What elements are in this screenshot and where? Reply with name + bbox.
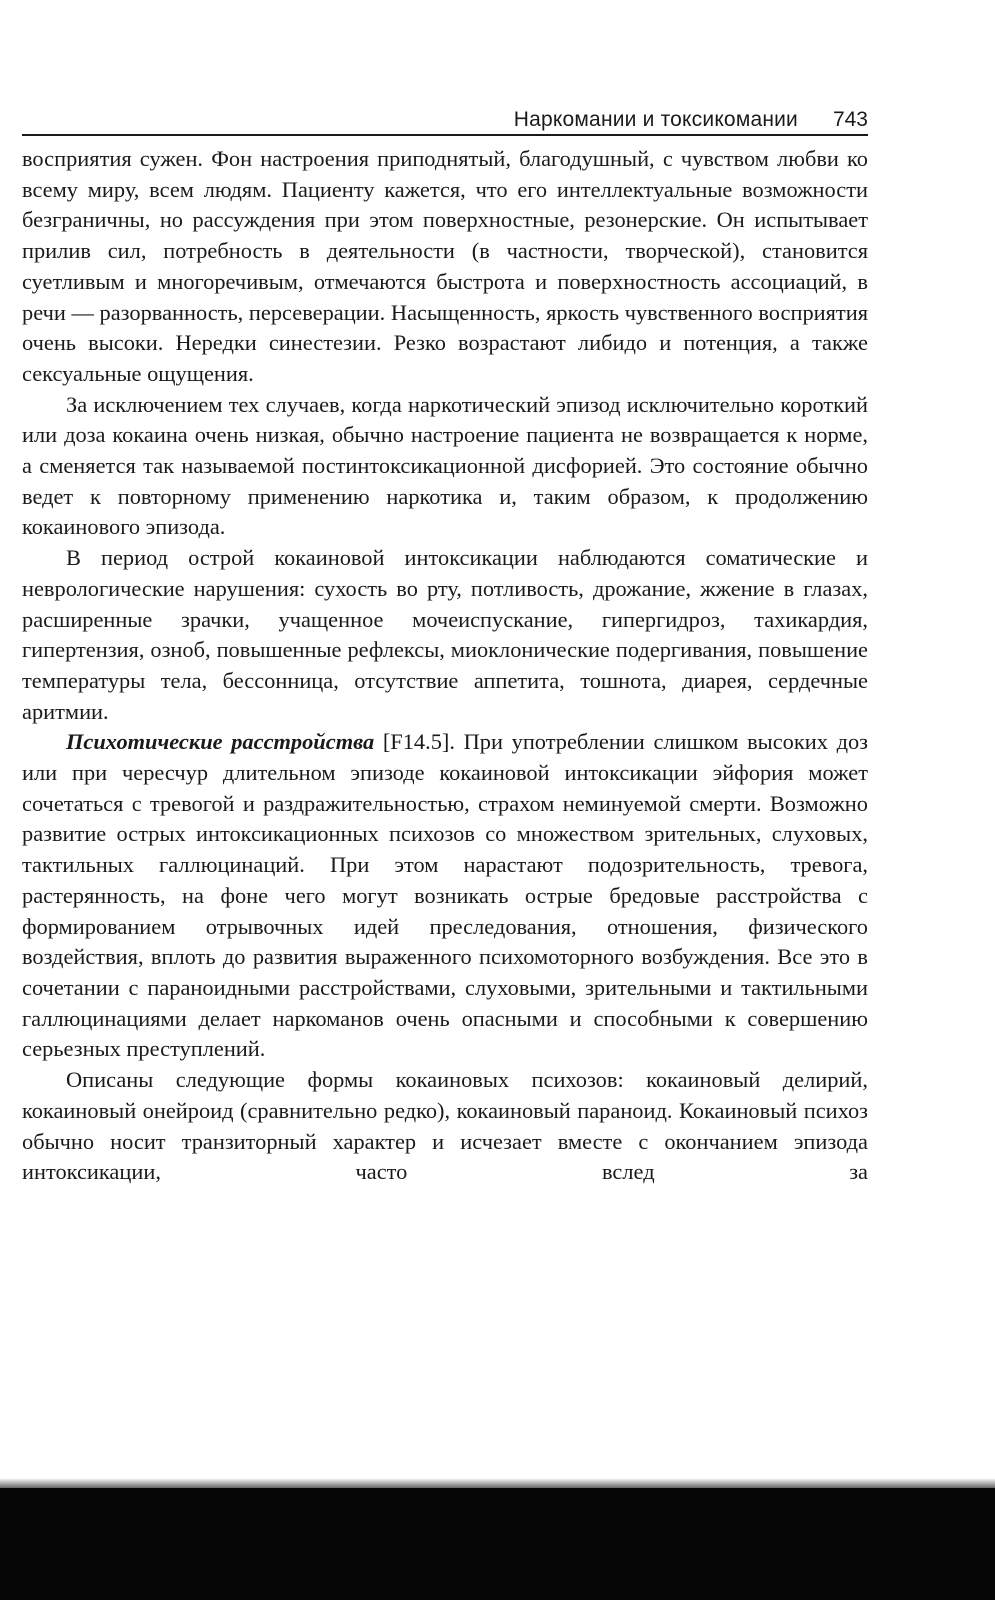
paragraph-continuation: [22, 144, 868, 390]
paragraph-text: восприятия сужен. Фон настроения приподнятый, благодушный, с чувством любви ко всему миру, всем людям. Пациенту кажется, что его интеллектуальные возможности безграничны, но рассуждения при этом поверхностные, резонерские. Он испытывает прилив сил, потребность в деятельности (в частности, творческой), становится суетливым и многоречивым, отмечаются быстрота и поверхностность ассоциаций, в речи — разорванность, персеверации. Насыщенность, яркость чувственного восприятия очень высоки. Нередки синестезии. Резко возрастают либидо и потенция, а также сексуальные ощущения.: [22, 146, 868, 386]
running-header: [22, 100, 868, 136]
paragraph: [22, 390, 868, 544]
book-page: [22, 100, 868, 1188]
paragraph-text: В период острой кокаиновой интоксикации наблюдаются соматические и неврологические нарушения: сухость во рту, потливость, дрожание, жжение в глазах, расширенные зрачки, учащенное мочеиспускание, гипергидроз, тахикардия, гипертензия, озноб, повышенные рефлексы, миоклонические подергивания, повышение температуры тела, бессонница, отсутствие аппетита, тошнота, диарея, сердечные аритмии.: [22, 545, 868, 724]
paragraph-psychotic-disorders: [22, 727, 868, 1065]
body-text: [22, 144, 868, 1188]
chapter-title: Наркомании и токсикомании: [513, 108, 798, 131]
page-number: 743: [832, 108, 868, 131]
paragraph-text: Описаны следующие формы кокаиновых психозов: кокаиновый делирий, кокаиновый онейроид (сравнительно редко), кокаиновый параноид. Кокаиновый психоз обычно носит транзиторный характер и исчезает вместе с окончанием эпизода интоксикации, часто вслед за: [22, 1067, 868, 1185]
paragraph: [22, 543, 868, 727]
paragraph: [22, 1065, 868, 1188]
paragraph-text: [F14.5]. При употреблении слишком высоких доз или при чересчур длительном эпизоде кокаиновой интоксикации эйфория может сочетаться с тревогой и раздражительностью, страхом неминуемой смерти. Возможно развитие острых интоксикационных психозов со множеством зрительных, слуховых, тактильных галлюцинаций. При этом нарастают подозрительность, тревога, растерянность, на фоне чего могут возникать острые бредовые расстройства с формированием отрывочных идей преследования, отношения, физического воздействия, вплоть до развития выраженного психомоторного возбуждения. Все это в сочетании с параноидными расстройствами, слуховыми, зрительными и тактильными галлюцинациями делает наркоманов очень опасными и способными к совершению серьезных преступлений.: [22, 729, 869, 1062]
scan-edge-shadow: [0, 1488, 995, 1600]
page-curl-shadow: [0, 1478, 995, 1492]
paragraph-text: За исключением тех случаев, когда наркотический эпизод исключительно короткий или доза кокаина очень низкая, обычно настроение пациента не возвращается к норме, а сменяется так называемой постинтоксикационной дисфорией. Это состояние обычно ведет к повторному применению наркотика и, таким образом, к продолжению кокаинового эпизода.: [22, 391, 868, 540]
section-run-in-heading: Психотические расстройства: [66, 729, 375, 755]
